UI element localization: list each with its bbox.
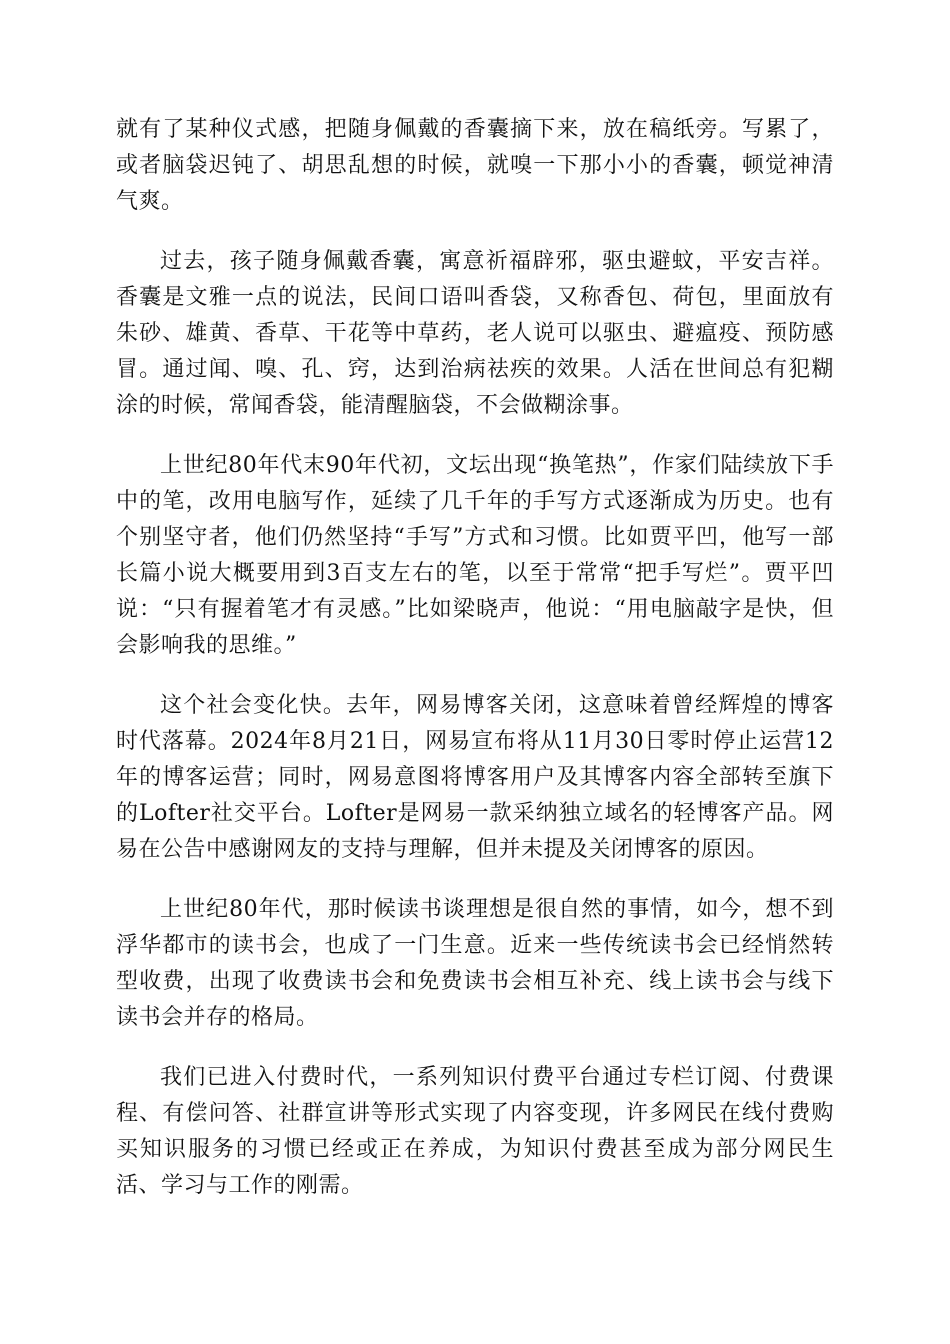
paragraph: 过去，孩子随身佩戴香囊，寓意祈福辟邪，驱虫避蚊，平安吉祥。香囊是文雅一点的说法，民间口语叫香袋，又称香包、荷包，里面放有朱砂、雄黄、香草、干花等中草药，老人说可以驱虫、避瘟疫、预防感冒。通过闻、嗅、孔、窍，达到治病祛疾的效果。人活在世间总有犯糊涂的时候，常闻香袋，能清醒脑袋，不会做糊涂事。: [116, 249, 834, 418]
paragraph: 就有了某种仪式感，把随身佩戴的香囊摘下来，放在稿纸旁。写累了，或者脑袋迟钝了、胡思乱想的时候，就嗅一下那小小的香囊，顿觉神清气爽。: [116, 117, 834, 214]
paragraph: 上世纪80年代末90年代初，文坛出现“换笔热”，作家们陆续放下手中的笔，改用电脑写作，延续了几千年的手写方式逐渐成为历史。也有个别坚守者，他们仍然坚持“手写”方式和习惯。比如贾平凹，他写一部长篇小说大概要用到3百支左右的笔，以至于常常“把手写烂”。贾平凹说：“只有握着笔才有灵感。”比如梁晓声，他说：“用电脑敲字是快，但会影响我的思维。”: [116, 453, 834, 658]
paragraph: 这个社会变化快。去年，网易博客关闭，这意味着曾经辉煌的博客时代落幕。2024年8月21日，网易宣布将从11月30日零时停止运营12年的博客运营；同时，网易意图将博客用户及其博客内容全部转至旗下的Lofter社交平台。Lofter是网易一款采纳独立域名的轻博客产品。网易在公告中感谢网友的支持与理解，但并未提及关闭博客的原因。: [116, 693, 834, 862]
paragraph: 我们已进入付费时代，一系列知识付费平台通过专栏订阅、付费课程、有偿问答、社群宣讲等形式实现了内容变现，许多网民在线付费购买知识服务的习惯已经或正在养成，为知识付费甚至成为部分网民生活、学习与工作的刚需。: [116, 1065, 834, 1198]
article-body: [116, 112, 834, 1228]
paragraph: 上世纪80年代，那时候读书谈理想是很自然的事情，如今，想不到浮华都市的读书会，也成了一门生意。近来一些传统读书会已经悄然转型收费，出现了收费读书会和免费读书会相互补充、线上读书会与线下读书会并存的格局。: [116, 897, 834, 1030]
